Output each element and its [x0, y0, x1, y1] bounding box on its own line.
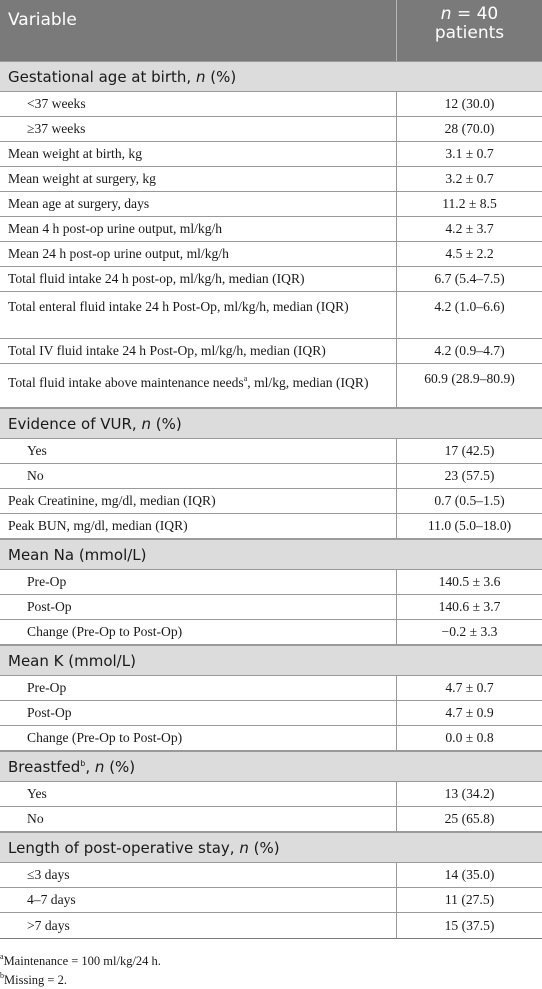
table-row [0, 364, 542, 408]
row-value: 140.6 ± 3.7 [438, 599, 501, 614]
row-value: 4.2 (1.0–6.6) [434, 299, 505, 314]
row-value: 6.7 (5.4–7.5) [434, 271, 505, 286]
section-vur [0, 408, 542, 439]
section-label: Gestational age at birth, n (%) [8, 67, 237, 86]
table-row [0, 595, 542, 620]
table-row [0, 726, 542, 751]
section-mean-k [0, 645, 542, 676]
header-variable: Variable [8, 10, 77, 30]
section-label: Length of post-operative stay, n (%) [8, 838, 280, 857]
footnote-a [0, 952, 161, 969]
row-label: Total fluid intake 24 h post-op, ml/kg/h, median (IQR) [8, 271, 305, 286]
row-label: Peak Creatinine, mg/dl, median (IQR) [8, 493, 216, 508]
row-value: 13 (34.2) [444, 786, 495, 801]
header-n-value: = 40 [451, 4, 499, 24]
row-label: 4–7 days [27, 892, 76, 907]
row-value: 0.0 ± 0.8 [445, 730, 494, 745]
table-row [0, 242, 542, 267]
row-value: 12 (30.0) [444, 96, 495, 111]
row-label: ≥37 weeks [27, 121, 86, 136]
footnote-mark-a: a [243, 374, 248, 383]
row-value: 28 (70.0) [444, 121, 495, 136]
header-variable-cell [0, 0, 397, 61]
section-length-of-stay [0, 832, 542, 863]
table-row [0, 514, 542, 539]
table-row [0, 620, 542, 645]
row-label: Total enteral fluid intake 24 h Post-Op, ml/kg/h, median (IQR) [8, 299, 349, 314]
footnote-b-text: Missing = 2. [4, 973, 67, 987]
table-row [0, 464, 542, 489]
row-value: 14 (35.0) [444, 867, 495, 882]
row-label: Change (Pre-Op to Post-Op) [27, 624, 183, 639]
row-label: Pre-Op [27, 574, 67, 589]
table-row [0, 807, 542, 832]
row-value: 4.7 ± 0.9 [445, 705, 494, 720]
row-label: Total fluid intake above maintenance needs$^a$, ml/kg, median (IQR) [8, 374, 369, 390]
section-label: Mean K (mmol/L) [8, 651, 136, 670]
header-n-units: patients [434, 23, 505, 43]
footnote-b-mark: b [0, 971, 4, 980]
row-value: 23 (57.5) [444, 468, 495, 483]
table-row [0, 292, 542, 339]
table-row [0, 117, 542, 142]
row-value: 60.9 (28.9–80.9) [424, 371, 515, 386]
section-label: Mean Na (mmol/L) [8, 545, 147, 564]
row-value: 11.0 (5.0–18.0) [427, 518, 512, 533]
table-row [0, 92, 542, 117]
row-label: Post-Op [27, 705, 72, 720]
row-label: <37 weeks [27, 96, 86, 111]
table-row [0, 570, 542, 595]
table-row [0, 167, 542, 192]
row-label: Mean age at surgery, days [8, 196, 150, 211]
row-label: Yes [27, 443, 47, 458]
table-row [0, 192, 542, 217]
table-header [0, 0, 542, 61]
row-value: 25 (65.8) [444, 811, 495, 826]
table-row [0, 701, 542, 726]
table-row [0, 489, 542, 514]
table-row [0, 888, 542, 913]
row-label: Change (Pre-Op to Post-Op) [27, 730, 183, 745]
row-value: 4.2 ± 3.7 [445, 221, 494, 236]
table-row [0, 782, 542, 807]
row-label: Post-Op [27, 599, 72, 614]
row-label: Mean weight at surgery, kg [8, 171, 156, 186]
section-mean-na [0, 539, 542, 570]
row-label: Pre-Op [27, 680, 67, 695]
section-breastfed [0, 751, 542, 782]
row-value: 17 (42.5) [444, 443, 495, 458]
row-label: Mean 24 h post-op urine output, ml/kg/h [8, 246, 229, 261]
table-row [0, 863, 542, 888]
row-value: 4.7 ± 0.7 [445, 680, 494, 695]
footnote-mark-b: b [80, 758, 86, 768]
table-row [0, 217, 542, 242]
header-n-italic: n [440, 4, 452, 24]
row-value: 3.1 ± 0.7 [445, 146, 494, 161]
row-label: No [27, 468, 44, 483]
row-label: ≤3 days [27, 867, 70, 882]
footnote-b [0, 971, 67, 988]
row-value: 0.7 (0.5–1.5) [434, 493, 505, 508]
section-gestational-age [0, 61, 542, 92]
row-value: 15 (37.5) [444, 917, 495, 933]
row-label: Mean weight at birth, kg [8, 146, 143, 161]
header-n-cell [397, 0, 542, 61]
row-value: −0.2 ± 3.3 [441, 624, 498, 639]
row-label: Peak BUN, mg/dl, median (IQR) [8, 518, 188, 533]
row-label: No [27, 811, 44, 826]
table-row [0, 142, 542, 167]
row-value: 3.2 ± 0.7 [445, 171, 494, 186]
table-row [0, 267, 542, 292]
row-value: 4.2 (0.9–4.7) [434, 343, 505, 358]
row-value: 140.5 ± 3.6 [438, 574, 501, 589]
footnote-a-text: Maintenance = 100 ml/kg/24 h. [3, 954, 161, 968]
table-row [0, 676, 542, 701]
table-row [0, 913, 542, 939]
row-value: 4.5 ± 2.2 [445, 246, 494, 261]
table-row [0, 439, 542, 464]
header-n [397, 5, 542, 43]
section-label: Evidence of VUR, n (%) [8, 414, 182, 433]
table-row [0, 339, 542, 364]
row-value: 11 (27.5) [444, 892, 495, 907]
footnote-a-mark: a [0, 952, 4, 961]
row-label: >7 days [27, 917, 70, 933]
row-value: 11.2 ± 8.5 [442, 196, 497, 211]
row-label: Yes [27, 786, 47, 801]
section-label: Breastfed$^b$, n (%) [8, 757, 136, 776]
row-label: Total IV fluid intake 24 h Post-Op, ml/kg/h, median (IQR) [8, 343, 326, 358]
row-label: Mean 4 h post-op urine output, ml/kg/h [8, 221, 223, 236]
